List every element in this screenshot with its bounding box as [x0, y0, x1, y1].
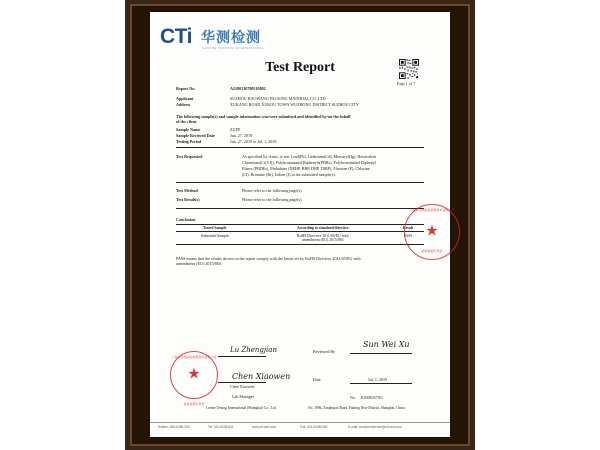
reviewed-by-signature: Sun Wei Xu — [363, 340, 410, 349]
test-results-label: Test Result(s) — [176, 197, 200, 202]
signature-line — [218, 382, 266, 383]
red-seal-stamp-left — [170, 351, 218, 406]
stamp-bottom-text: 检验检测专用章 — [421, 249, 443, 253]
signature-line — [218, 356, 266, 357]
testing-period-value: Jun. 27, 2019 to Jul. 1, 2019 — [230, 139, 277, 144]
company-address: No. 1996, Xinjinqiao Road, Pudong New District, Shanghai, China — [308, 406, 405, 410]
logo-mark: CTi — [160, 25, 192, 48]
divider — [176, 147, 424, 148]
test-requested-label: Test Requested — [176, 154, 203, 159]
intro-line-1: The following sample(s) and sample information was/were submitted and identified by/on the behalf — [176, 114, 351, 119]
test-requested-line: Chromium(Cr(VI)), Polybrominated Biphenyls(PBBs), Polybrominated Diphenyl — [242, 160, 376, 165]
column-header: Result — [392, 225, 424, 232]
intro-line-2: of the client — [176, 119, 197, 124]
column-header: According to standard/directive — [253, 225, 392, 232]
test-method-value: Please refer to the following page(s). — [242, 188, 303, 193]
table-cell-standard — [253, 232, 392, 245]
logo-chinese-text: 华测检测 — [201, 29, 261, 45]
sample-received-value: Jun. 27, 2019 — [230, 133, 253, 138]
approver-title: Lab Manager — [232, 394, 254, 399]
footer-website: www.cti-cert.com — [252, 425, 277, 429]
footer-tel: Tel: 021-61081111 — [208, 425, 234, 429]
table-cell-sample: Submitted Sample — [176, 232, 253, 245]
test-requested-line: (Cl), Bromine (Br), Iodine (I) in the submitted sample(s). — [242, 172, 336, 177]
company-name: Centre Testing International (Shanghai) Co., Ltd. — [206, 406, 277, 410]
signature-line — [350, 353, 412, 354]
footer-fax: Fax: 021-61081180 — [300, 425, 328, 429]
conclusion-label: Conclusion — [176, 217, 196, 222]
report-serial-value: E20083579/1 — [361, 395, 384, 400]
approver-name: Chen Xiaowen — [230, 384, 255, 389]
test-requested-line: As specified by client, to test Lead(Pb), Cadmium(Cd), Mercury(Hg), Hexavalent — [242, 154, 377, 159]
star-icon: ★ — [187, 366, 201, 383]
standard-line: RoHS Directive 2011/65/EU with — [297, 234, 349, 238]
conclusion-note-line: PASS means that the results shown on the report comply with the limits set by RoHS Directive 2011/65/EU with — [176, 256, 361, 261]
table-header-row — [176, 225, 424, 232]
star-icon: ★ — [425, 223, 439, 240]
report-serial-label: No. — [350, 395, 357, 400]
stamp-ring-text: 上海市华测品标检测技术有限公司 — [409, 208, 455, 213]
applicant-label: Applicant — [176, 96, 194, 101]
stamp-ring-text: 上海市华测品标检测技术有限公司 — [171, 354, 217, 359]
conclusion-table — [176, 224, 424, 245]
reviewed-by-label: Reviewed By — [313, 349, 336, 354]
footer-divider — [150, 422, 450, 423]
footer-email: E-mail: customerservice@cti-cert.com — [348, 425, 402, 429]
test-method-label: Test Method — [176, 188, 198, 193]
report-no-label: Report No. — [176, 86, 196, 91]
report-page — [150, 12, 455, 437]
sample-received-label: Sample Received Date — [176, 133, 215, 138]
stamp-bottom-text: 检验检测专用章 — [183, 402, 205, 406]
address-label: Address — [176, 102, 191, 107]
cti-logo — [160, 26, 192, 47]
table-cell-result: PASS — [392, 232, 424, 245]
divider — [176, 208, 424, 209]
sample-name-value: ZUPE — [230, 127, 241, 132]
testing-period-label: Testing Period — [176, 139, 202, 144]
signature-line — [350, 383, 412, 384]
column-header: Tested Sample — [176, 225, 253, 232]
sample-name-label: Sample Name — [176, 127, 201, 132]
applicant-value: SUZHOU HAOWANG PACKING MATERIAL CO.,LTD — [230, 96, 326, 101]
address-value: XUKANG ROAD XUKOU TOWN WUZHONG DISTRICT SUZHOU CITY — [230, 102, 359, 107]
standard-line: amendment (EU) 2015/863 — [301, 238, 344, 242]
footer-hotline: Hotline: 400-6788-333 — [158, 425, 190, 429]
conclusion-note-line: amendment (EU) 2015/863. — [176, 261, 222, 266]
date-value: Jul. 1, 2019 — [368, 377, 388, 382]
red-seal-stamp-right — [404, 204, 460, 260]
divider — [176, 182, 424, 183]
qr-code-icon — [399, 59, 419, 79]
report-no-value: A2180130780510802 — [230, 86, 266, 91]
page-number: Page 1 of 7 — [397, 81, 416, 86]
approved-by-signature: Chen Xiaowen — [232, 372, 291, 381]
logo-subtitle: CENTRE TESTING INTERNATIONAL — [202, 46, 264, 50]
compiled-by-signature: Lu Zhengjian — [230, 346, 277, 354]
test-results-value: Please refer to the following page(s). — [242, 197, 303, 202]
report-title: Test Report — [265, 60, 335, 75]
test-requested-line: Ethers (PBDEs), Phthalates (DEHP, BBP, DBP, DIBP), Fluorine (F), Chlorine — [242, 166, 370, 171]
table-row — [176, 232, 424, 245]
date-label: Date — [313, 377, 321, 382]
